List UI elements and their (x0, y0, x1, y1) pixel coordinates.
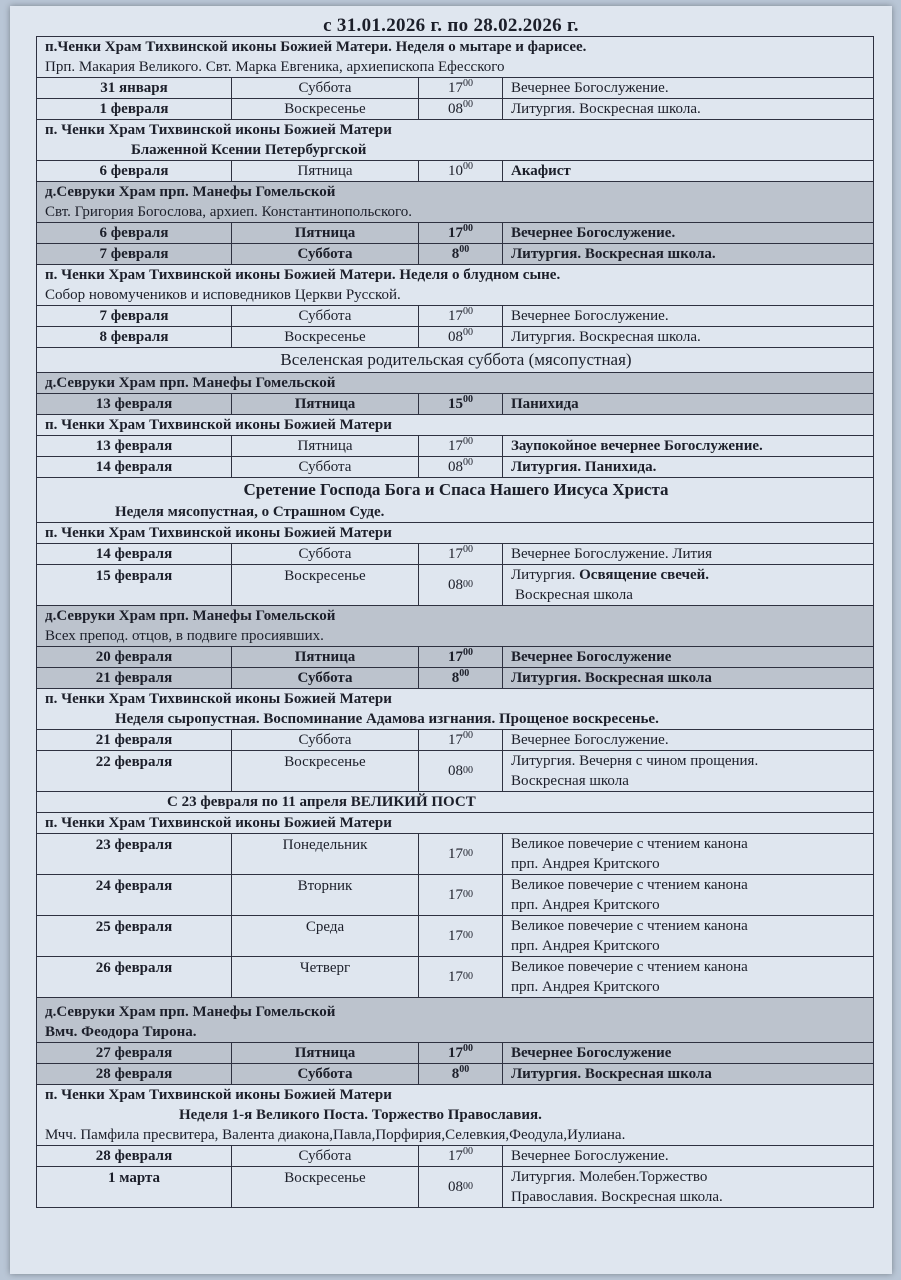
date-cell: 14 февраля (37, 457, 232, 477)
service-cell: Литургия. Освящение свечей. Воскресная школа (511, 567, 710, 603)
date-cell: 28 февраля (37, 1064, 232, 1084)
time-cell: 08 00 (419, 565, 503, 605)
commemoration-line: Неделя сыропустная. Воспоминание Адамова изгнания. Прощеное воскресенье. (115, 711, 659, 727)
weekday-cell: Воскресенье (232, 327, 419, 347)
date-cell: 28 февраля (37, 1146, 232, 1166)
date-cell: 26 февраля (37, 957, 232, 997)
time-cell: $10^{00}$ (419, 161, 503, 181)
commemoration-line: Прп. Макария Великого. Свт. Марка Евгеника, архиепископа Ефесского (45, 59, 505, 75)
service-cell: Великое повечерие с чтением канона прп. Андрея Критского (511, 959, 748, 995)
service-cell: Великое повечерие с чтением канона прп. Андрея Критского (511, 918, 748, 954)
table-row (37, 875, 873, 916)
service-cell: Литургия. Воскресная школа. (511, 246, 716, 262)
table-row (37, 436, 873, 457)
time-cell: $08^{00}$ (419, 99, 503, 119)
date-cell: 23 февраля (37, 834, 232, 874)
table-row (37, 751, 873, 792)
time-cell: 17 00 (419, 957, 503, 997)
weekday-cell: Суббота (232, 78, 419, 98)
date-cell: 27 февраля (37, 1043, 232, 1063)
section-header (37, 813, 873, 834)
table-row (37, 834, 873, 875)
commemoration-line: Собор новомучеников и исповедников Церкви Русской. (45, 287, 401, 303)
commemoration-line: Вмч. Феодора Тирона. (45, 1024, 197, 1040)
date-cell: 1 марта (37, 1167, 232, 1207)
date-cell: 7 февраля (37, 306, 232, 326)
table-row (37, 394, 873, 415)
table-row (37, 916, 873, 957)
weekday-cell: Воскресенье (232, 99, 419, 119)
service-cell: Литургия. Воскресная школа. (511, 329, 701, 345)
weekday-cell: Четверг (232, 957, 419, 997)
section-header (37, 37, 873, 78)
time-cell: 17 00 (419, 834, 503, 874)
commemoration-line: Мчч. Памфила пресвитера, Валента диакона,Павла,Порфирия,Селевкия,Феодула,Иулиана. (45, 1127, 626, 1143)
date-cell: 21 февраля (37, 730, 232, 750)
weekday-cell: Суббота (232, 457, 419, 477)
time-cell: $17^{00}$ (419, 730, 503, 750)
weekday-cell: Суббота (232, 730, 419, 750)
time-cell: $15^{00}$ (419, 394, 503, 414)
date-cell: 21 февраля (37, 668, 232, 688)
church-line: п. Ченки Храм Тихвинской иконы Божией Матери (45, 691, 392, 707)
service-cell: Великое повечерие с чтением канона прп. Андрея Критского (511, 877, 748, 913)
section-header (37, 998, 873, 1043)
service-cell: Вечернее Богослужение. (511, 80, 669, 96)
page-title: с 31.01.2026 г. по 28.02.2026 г. (323, 15, 579, 36)
feast-title: Вселенская родительская суббота (мясопустная) (37, 348, 873, 373)
table-row (37, 647, 873, 668)
date-cell: 25 февраля (37, 916, 232, 956)
table-row (37, 1146, 873, 1167)
time-cell: $8^{00}$ (419, 1064, 503, 1084)
date-cell: 22 февраля (37, 751, 232, 791)
date-cell: 31 января (37, 78, 232, 98)
church-line: п. Ченки Храм Тихвинской иконы Божией Матери (45, 525, 392, 541)
date-cell: 15 февраля (37, 565, 232, 605)
time-cell: 08 00 (419, 1167, 503, 1207)
time-cell: $17^{00}$ (419, 436, 503, 456)
table-row (37, 223, 873, 244)
weekday-cell: Воскресенье (232, 565, 419, 605)
weekday-cell: Понедельник (232, 834, 419, 874)
date-cell: 13 февраля (37, 394, 232, 414)
table-row (37, 1167, 873, 1208)
service-cell: Вечернее Богослужение. (511, 732, 669, 748)
church-line: д.Севруки Храм прп. Манефы Гомельской (45, 375, 336, 391)
commemoration-line: Свт. Григория Богослова, архиеп. Константинопольского. (45, 204, 413, 220)
time-cell: 17 00 (419, 875, 503, 915)
weekday-cell: Пятница (232, 647, 419, 667)
church-line: д.Севруки Храм прп. Манефы Гомельской (45, 184, 336, 200)
section-header (37, 523, 873, 544)
table-row (37, 78, 873, 99)
section-header (37, 373, 873, 394)
time-cell: $8^{00}$ (419, 668, 503, 688)
weekday-cell: Суббота (232, 1146, 419, 1166)
weekday-cell: Суббота (232, 668, 419, 688)
time-cell: $08^{00}$ (419, 327, 503, 347)
commemoration-line: Неделя мясопустная, о Страшном Суде. (115, 504, 385, 520)
date-cell: 13 февраля (37, 436, 232, 456)
date-cell: 8 февраля (37, 327, 232, 347)
time-cell: $17^{00}$ (419, 1146, 503, 1166)
service-cell: Заупокойное вечернее Богослужение. (511, 438, 763, 454)
section-header (37, 120, 873, 161)
table-row (37, 244, 873, 265)
time-cell: 17 00 (419, 916, 503, 956)
weekday-cell: Пятница (232, 161, 419, 181)
service-cell: Вечернее Богослужение (511, 1045, 672, 1061)
table-row (37, 957, 873, 998)
section-header (37, 1085, 873, 1146)
service-cell: Литургия. Молебен.Торжество Православия. Воскресная школа. (511, 1169, 723, 1205)
service-cell: Вечернее Богослужение. (511, 308, 669, 324)
service-cell: Акафист (511, 163, 571, 179)
weekday-cell: Среда (232, 916, 419, 956)
section-header (37, 478, 873, 523)
service-cell: Вечернее Богослужение. Лития (511, 546, 713, 562)
weekday-cell: Суббота (232, 244, 419, 264)
time-cell: $17^{00}$ (419, 223, 503, 243)
schedule-sheet (10, 6, 892, 1274)
date-cell: 1 февраля (37, 99, 232, 119)
service-cell: Панихида (511, 396, 579, 412)
weekday-cell: Суббота (232, 306, 419, 326)
date-cell: 20 февраля (37, 647, 232, 667)
section-header (37, 606, 873, 647)
table-row (37, 1064, 873, 1085)
weekday-cell: Воскресенье (232, 751, 419, 791)
weekday-cell: Воскресенье (232, 1167, 419, 1207)
church-line: п. Ченки Храм Тихвинской иконы Божией Матери (45, 1087, 392, 1103)
time-cell: $17^{00}$ (419, 1043, 503, 1063)
commemoration-line: Блаженной Ксении Петербургской (131, 142, 367, 158)
service-cell: Литургия. Воскресная школа (511, 1066, 712, 1082)
church-line: п. Ченки Храм Тихвинской иконы Божией Матери (45, 417, 392, 433)
time-cell: $17^{00}$ (419, 647, 503, 667)
table-row (37, 457, 873, 478)
time-cell: $8^{00}$ (419, 244, 503, 264)
service-cell: Вечернее Богослужение. (511, 225, 676, 241)
section-header (37, 182, 873, 223)
service-cell: Великое повечерие с чтением канона прп. Андрея Критского (511, 836, 748, 872)
table-row (37, 668, 873, 689)
date-cell: 14 февраля (37, 544, 232, 564)
service-cell: Литургия. Панихида. (511, 459, 657, 475)
table-row (37, 306, 873, 327)
weekday-cell: Суббота (232, 1064, 419, 1084)
weekday-cell: Вторник (232, 875, 419, 915)
table-row (37, 565, 873, 606)
service-cell: Литургия. Воскресная школа. (511, 101, 701, 117)
section-header (37, 689, 873, 730)
date-cell: 6 февраля (37, 161, 232, 181)
table-row (37, 1043, 873, 1064)
lent-banner: С 23 февраля по 11 апреля ВЕЛИКИЙ ПОСТ (37, 792, 873, 813)
date-cell: 24 февраля (37, 875, 232, 915)
weekday-cell: Пятница (232, 1043, 419, 1063)
weekday-cell: Суббота (232, 544, 419, 564)
table-row (37, 161, 873, 182)
commemoration-line: Всех препод. отцов, в подвиге просиявших. (45, 628, 324, 644)
time-cell: $17^{00}$ (419, 306, 503, 326)
church-line: п. Ченки Храм Тихвинской иконы Божией Матери (45, 815, 392, 831)
church-line: д.Севруки Храм прп. Манефы Гомельской (45, 1004, 336, 1020)
service-cell: Литургия. Вечерня с чином прощения. Воскресная школа (511, 753, 759, 789)
service-cell: Вечернее Богослужение. (511, 1148, 669, 1164)
church-line: п. Ченки Храм Тихвинской иконы Божией Матери. Неделя о блудном сыне. (45, 267, 561, 283)
section-header (37, 265, 873, 306)
weekday-cell: Пятница (232, 223, 419, 243)
table-row (37, 544, 873, 565)
time-cell: $17^{00}$ (419, 544, 503, 564)
table-row (37, 99, 873, 120)
weekday-cell: Пятница (232, 436, 419, 456)
date-cell: 6 февраля (37, 223, 232, 243)
service-cell: Литургия. Воскресная школа (511, 670, 712, 686)
section-header (37, 415, 873, 436)
church-line: д.Севруки Храм прп. Манефы Гомельской (45, 608, 336, 624)
church-line: п.Ченки Храм Тихвинской иконы Божией Матери. Неделя о мытаре и фарисее. (45, 39, 587, 55)
time-cell: $08^{00}$ (419, 457, 503, 477)
table-row (37, 327, 873, 348)
schedule-table (36, 36, 874, 1208)
time-cell: 08 00 (419, 751, 503, 791)
time-cell: $17^{00}$ (419, 78, 503, 98)
feast-title: Сретение Господа Бога и Спаса Нашего Иисуса Христа (243, 480, 669, 499)
feast-line: Неделя 1-я Великого Поста. Торжество Православия. (179, 1107, 542, 1123)
weekday-cell: Пятница (232, 394, 419, 414)
date-cell: 7 февраля (37, 244, 232, 264)
church-line: п. Ченки Храм Тихвинской иконы Божией Матери (45, 122, 392, 138)
service-cell: Вечернее Богослужение (511, 649, 672, 665)
table-row (37, 730, 873, 751)
